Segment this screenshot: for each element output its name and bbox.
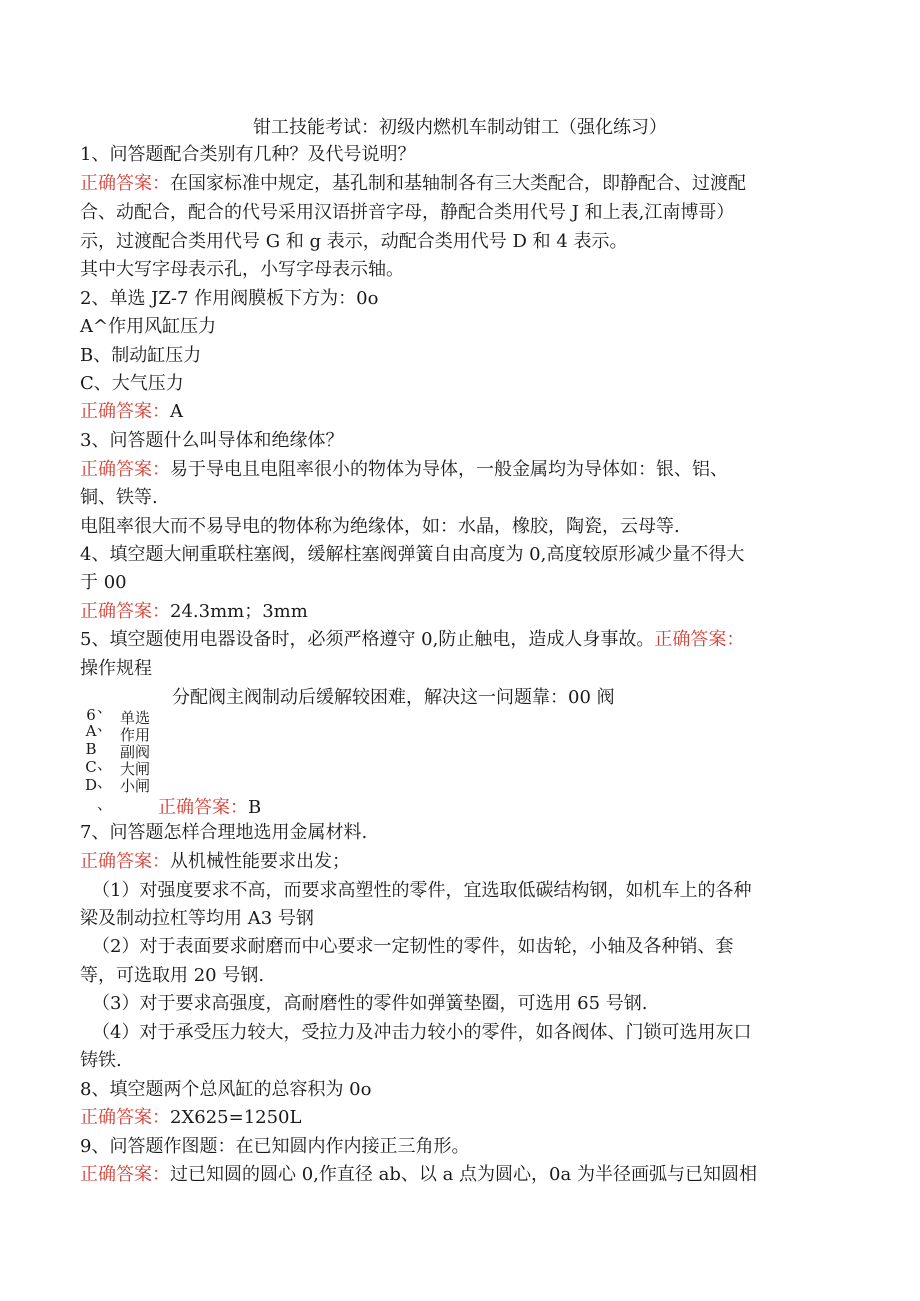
answer-1-line-1: 正确答案：在国家标准中规定，基孔制和基轴制各有三大类配合，即静配合、过渡配 — [80, 173, 746, 194]
answer-2: 正确答案：A — [80, 401, 183, 422]
option-a: A^作用风缸压力 — [80, 316, 217, 337]
answer-6: 正确答案：B — [158, 797, 262, 818]
page-title: 钳工技能考试：初级内燃机车制动钳工（强化练习） — [253, 117, 667, 138]
question-9: 9、问答题作图题：在已知圆内作内接正三角形。 — [80, 1136, 470, 1157]
answer-9-line-1: 正确答案：过已知圆的圆心 0,作直径 ab、以 a 点为圆心，0a 为半径画弧与已知圆相 — [80, 1164, 757, 1185]
question-6-mark: 、 — [97, 755, 113, 773]
answer-3-line-3: 电阻率很大而不易导电的物体称为绝缘体，如：水晶，橡胶，陶瓷，云母等. — [80, 516, 680, 537]
question-6-item: 大闸 — [120, 760, 151, 778]
answer-7-point-1-cont: 梁及制动拉杠等均用 A3 号钢 — [80, 908, 314, 929]
question-6-letter-c: C — [85, 758, 97, 776]
answer-4: 正确答案：24.3mm；3mm — [80, 601, 308, 622]
option-c: C、大气压力 — [80, 373, 184, 394]
question-6-letter-d: D — [84, 776, 98, 794]
answer-3-line-2: 铜、铁等. — [80, 487, 158, 508]
option-b: B、制动缸压力 — [80, 345, 202, 366]
question-6-letter-b: B — [85, 740, 97, 758]
answer-1-line-2: 合、动配合，配合的代号采用汉语拼音字母，静配合类用代号 J 和上表,江南博哥） — [80, 202, 735, 223]
question-6-item: 副阀 — [120, 743, 151, 761]
answer-1-line-3: 示，过渡配合类用代号 G 和 g 表示，动配合类用代号 D 和 4 表示。 — [80, 231, 628, 252]
question-6-left-mark-top: 、 — [97, 698, 113, 716]
answer-label: 正确答案： — [80, 173, 170, 194]
question-6-item: 小闸 — [120, 777, 151, 795]
answer-7-point-2: （2）对于表面要求耐磨而中心要求一定韧性的零件，如齿轮，小轴及各种销、套 — [92, 936, 734, 957]
answer-label: 正确答案： — [80, 1107, 170, 1128]
answer-7-point-1: （1）对强度要求不高，而要求高塑性的零件，宜选取低碳结构钢，如机车上的各种 — [92, 880, 752, 901]
answer-7-line-1: 正确答案：从机械性能要求出发； — [80, 851, 350, 872]
question-6-left-mark-bottom: 、 — [97, 795, 113, 813]
question-6-item: 单选 — [120, 709, 151, 727]
question-2: 2、单选 JZ-7 作用阀膜板下方为：0o — [80, 288, 379, 309]
question-6-mark: 、 — [97, 716, 113, 734]
answer-7-point-3: （3）对于要求高强度，高耐磨性的零件如弹簧垫圈，可选用 65 号钢. — [92, 993, 648, 1014]
answer-8: 正确答案：2X625=1250L — [80, 1107, 302, 1128]
answer-label: 正确答案： — [80, 601, 170, 622]
question-6-stem: 分配阀主阀制动后缓解较困难，解决这一问题靠：00 阀 — [172, 687, 615, 708]
question-6-mark: 、 — [97, 773, 113, 791]
answer-7-point-4: （4）对于承受压力较大，受拉力及冲击力较小的零件，如各阀体、门锁可选用灰口 — [92, 1022, 752, 1043]
question-6-item: 作用 — [120, 726, 151, 744]
answer-label: 正确答案： — [80, 459, 170, 480]
answer-7-point-4-cont: 铸铁. — [80, 1050, 122, 1071]
question-4-line-1: 4、填空题大闸重联柱塞阀，缓解柱塞阀弹簧自由高度为 0,高度较原形减少量不得大 — [80, 544, 745, 565]
question-6-letter-a: A — [85, 722, 97, 740]
question-5: 5、填空题使用电器设备时，必须严格遵守 0,防止触电，造成人身事故。正确答案： — [80, 629, 745, 650]
answer-7-point-2-cont: 等，可选取用 20 号钢. — [80, 965, 265, 986]
answer-1-line-4: 其中大写字母表示孔，小写字母表示轴。 — [80, 259, 404, 280]
answer-5: 操作规程 — [80, 658, 152, 679]
answer-label: 正确答案： — [80, 401, 170, 422]
question-6-number: 6 — [86, 706, 96, 724]
answer-label: 正确答案： — [158, 797, 248, 818]
answer-label: 正确答案： — [80, 851, 170, 872]
answer-label: 正确答案： — [80, 1164, 170, 1185]
question-7: 7、问答题怎样合理地选用金属材料. — [80, 822, 368, 843]
question-1: 1、问答题配合类别有几种？及代号说明？ — [80, 144, 416, 165]
answer-3-line-1: 正确答案：易于导电且电阻率很小的物体为导体，一般金属均为导体如：银、铝、 — [80, 459, 728, 480]
answer-label: 正确答案： — [654, 629, 745, 650]
question-3: 3、问答题什么叫导体和绝缘体？ — [80, 430, 344, 451]
question-8: 8、填空题两个总风缸的总容积为 0o — [80, 1079, 372, 1100]
question-4-line-2: 于 00 — [80, 572, 127, 593]
